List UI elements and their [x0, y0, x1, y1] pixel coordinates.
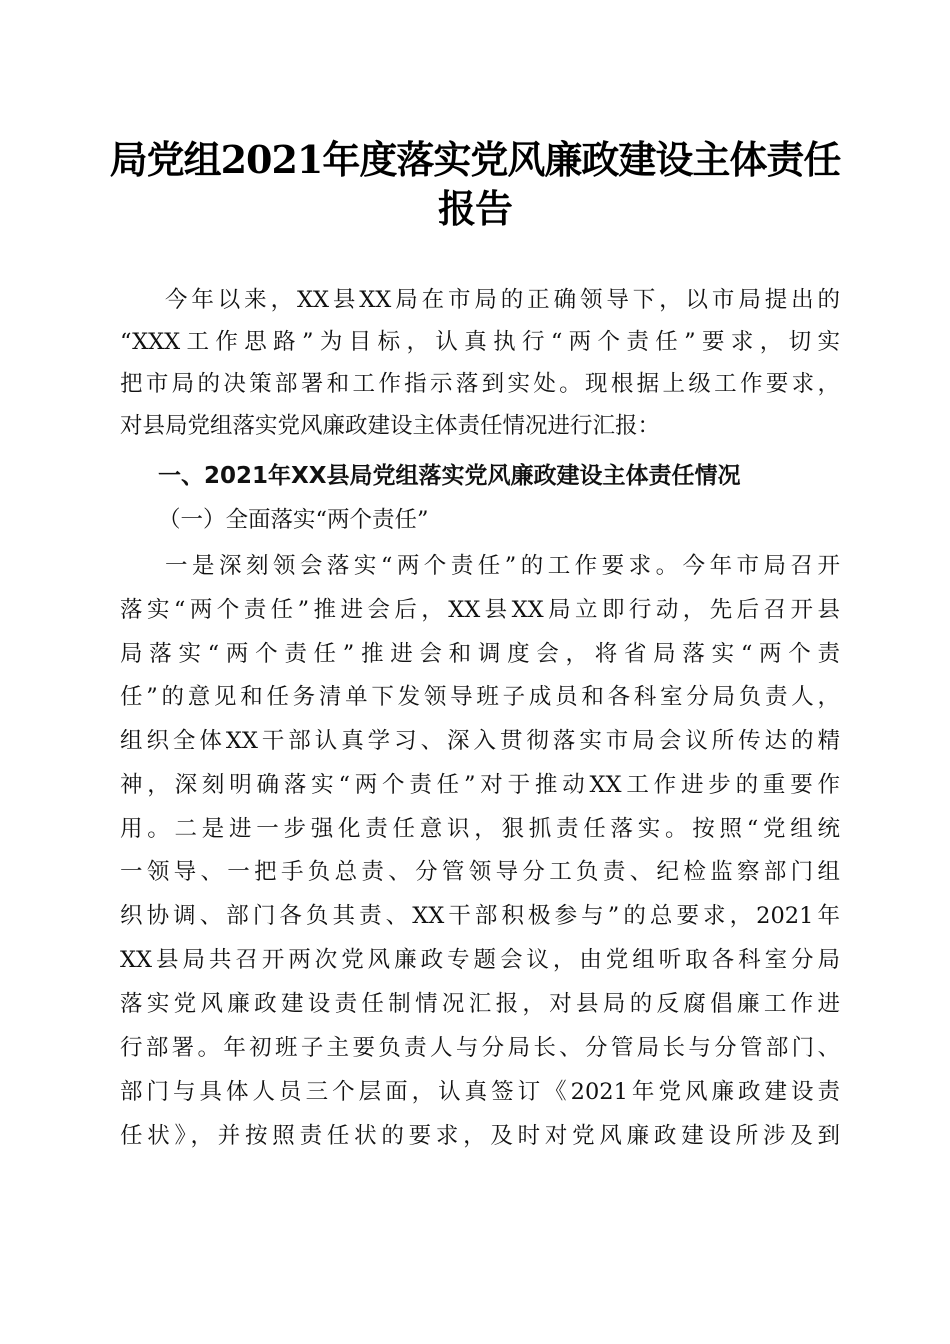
body-paragraph-line: 落实“两个责任”推进会后，XX县XX局立即行动，先后召开县 [120, 597, 840, 623]
body-paragraph-line: 部门与具体人员三个层面，认真签订《2021年党风廉政建设责 [120, 1079, 840, 1105]
body-paragraph-line: 神，深刻明确落实“两个责任”对于推动XX工作进步的重要作 [120, 772, 840, 798]
intro-paragraph-line: 对县局党组落实党风廉政建设主体责任情况进行汇报： [120, 413, 661, 439]
intro-paragraph-line: 把市局的决策部署和工作指示落到实处。现根据上级工作要求， [120, 371, 840, 397]
body-paragraph-line: 用。二是进一步强化责任意识，狠抓责任落实。按照“党组统 [120, 816, 840, 842]
body-paragraph-line: 任状》，并按照责任状的要求，及时对党风廉政建设所涉及到 [120, 1123, 840, 1149]
intro-paragraph-line: “XXX工作思路”为目标，认真执行“两个责任”要求，切实 [120, 329, 840, 355]
body-paragraph-line: 一是深刻领会落实“两个责任”的工作要求。今年市局召开 [165, 553, 840, 579]
section-heading: 一、2021年XX县局党组落实党风廉政建设主体责任情况 [158, 463, 741, 489]
body-paragraph-line: 任”的意见和任务清单下发领导班子成员和各科室分局负责人， [120, 684, 840, 710]
body-paragraph-line: 组织全体XX干部认真学习、深入贯彻落实市局会议所传达的精 [120, 728, 840, 754]
subsection-heading: （一）全面落实“两个责任” [158, 507, 429, 533]
body-paragraph-line: 一领导、一把手负总责、分管领导分工负责、纪检监察部门组 [120, 859, 840, 885]
body-paragraph-line: 织协调、部门各负其责、XX干部积极参与”的总要求，2021年 [120, 903, 840, 929]
document-title-line-2: 报告 [437, 186, 512, 231]
body-paragraph-line: 落实党风廉政建设责任制情况汇报，对县局的反腐倡廉工作进 [120, 991, 840, 1017]
body-paragraph-line: 行部署。年初班子主要负责人与分局长、分管局长与分管部门、 [120, 1035, 840, 1061]
intro-paragraph-line: 今年以来，XX县XX局在市局的正确领导下，以市局提出的 [165, 287, 840, 313]
document-title-line-1: 局党组2021年度落实党风廉政建设主体责任 [109, 137, 841, 182]
body-paragraph-line: XX县局共召开两次党风廉政专题会议，由党组听取各科室分局 [120, 947, 840, 973]
body-paragraph-line: 局落实“两个责任”推进会和调度会，将省局落实“两个责 [120, 641, 840, 667]
